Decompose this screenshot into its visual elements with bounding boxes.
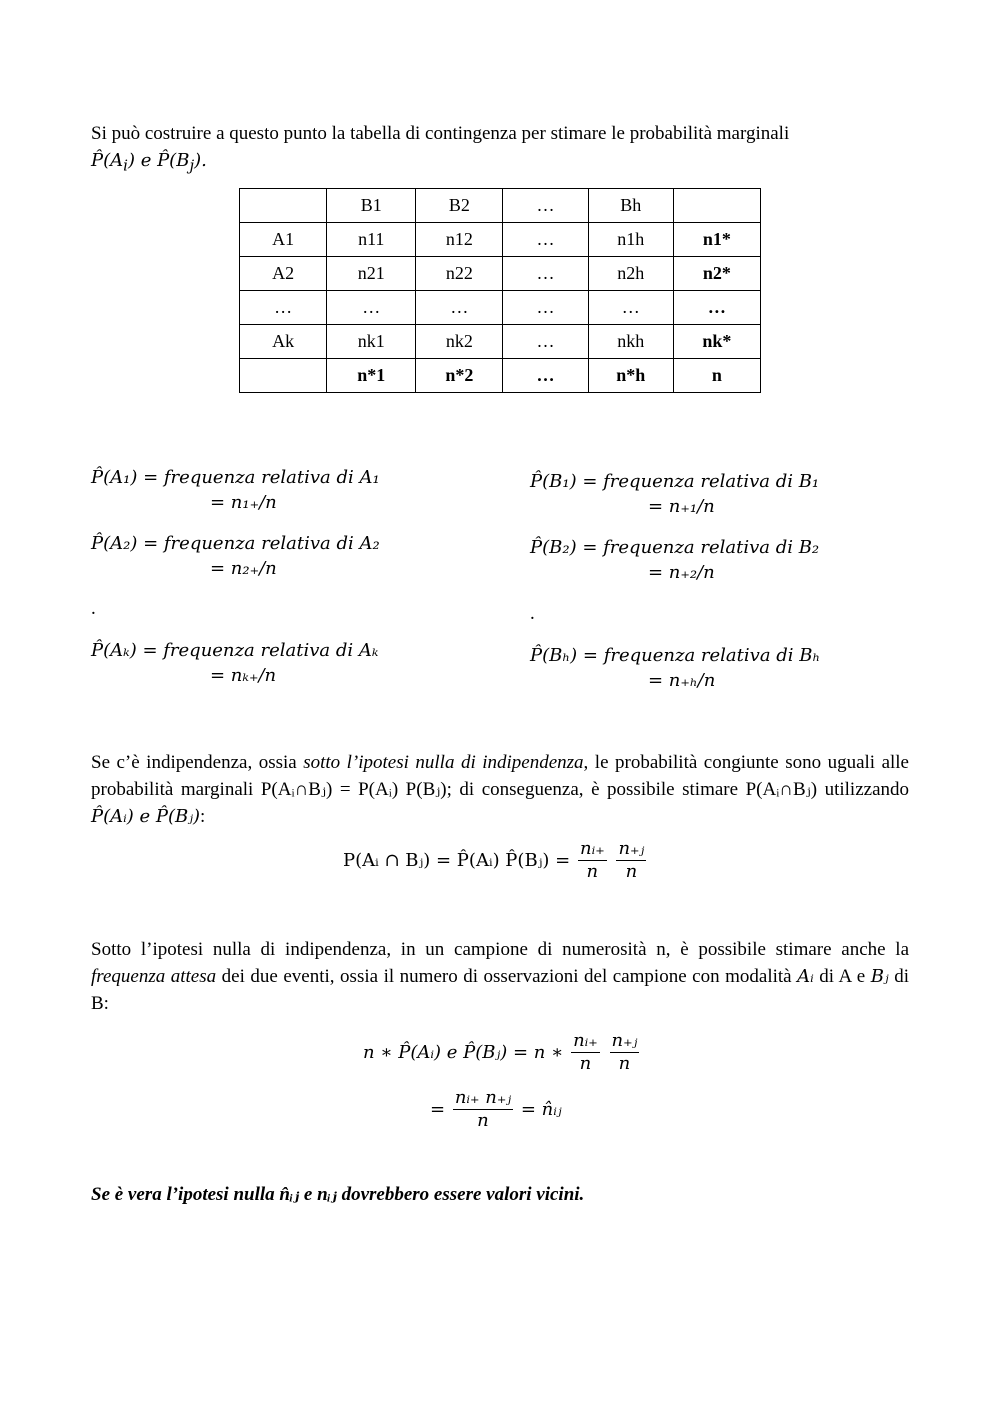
table-row: [240, 291, 761, 325]
expected-text-b: dei due eventi, ossia il numero di osservazioni del campione con modalità: [216, 966, 798, 987]
table-cell: B1: [327, 189, 416, 223]
contingency-table: [239, 188, 761, 393]
table-cell: A2: [240, 257, 327, 291]
intro-pa: P̂(A: [91, 150, 124, 171]
fraction-numerator: nᵢ₊ n₊ⱼ: [454, 1087, 512, 1108]
expected-eq2-rhs: = n̂ᵢⱼ: [520, 1099, 562, 1120]
formula-pb1: P̂(B₁) = frequenza relativa di B₁: [530, 471, 820, 492]
table-cell: n2h: [588, 257, 673, 291]
expected-text: Sotto l’ipotesi nulla di indipendenza, in un campione di numerosità n, è possibile stimare anche la: [91, 939, 909, 960]
table-cell: …: [503, 359, 588, 393]
table-cell: Ak: [240, 325, 327, 359]
ellipsis-dot: .: [91, 598, 96, 619]
table-cell: Bh: [588, 189, 673, 223]
table-cell: n1h: [588, 223, 673, 257]
fraction-denominator: n: [625, 861, 638, 882]
ellipsis-dot: .: [530, 603, 535, 624]
table-row: [240, 257, 761, 291]
table-cell: nk1: [327, 325, 416, 359]
fraction: [578, 838, 607, 883]
table-cell: A1: [240, 223, 327, 257]
formula-pa2-value: = n₂₊/n: [210, 558, 277, 579]
formula-pb2: P̂(B₂) = frequenza relativa di B₂: [530, 537, 820, 558]
formula-pb2-value: = n₊₂/n: [648, 562, 715, 583]
table-cell: …: [327, 291, 416, 325]
expected-eq2-equals: =: [430, 1099, 446, 1120]
table-cell: n2*: [673, 257, 760, 291]
table-cell: …: [503, 291, 588, 325]
table-cell: nk*: [673, 325, 760, 359]
expected-text-c: di A e: [813, 966, 871, 987]
expected-equation-line1: [363, 1030, 641, 1075]
fraction-denominator: n: [618, 1053, 631, 1074]
fraction-denominator: n: [477, 1110, 489, 1131]
fraction-denominator: n: [586, 861, 599, 882]
independence-text-rest: , le probabilità congiunte sono uguali alle probabilità marginali P(Aᵢ∩Bⱼ) = P(Aᵢ) P(Bⱼ); di conseguenza, è possibile stimare P(Aᵢ∩Bⱼ) utilizzando: [91, 752, 909, 800]
table-totals-row: [240, 359, 761, 393]
table-cell: n*h: [588, 359, 673, 393]
table-header-row: [240, 189, 761, 223]
independence-text: Se c’è indipendenza, ossia: [91, 752, 304, 773]
table-cell: n: [673, 359, 760, 393]
formula-pak-value: = nₖ₊/n: [210, 665, 277, 686]
independence-math: P̂(Aᵢ) e P̂(Bⱼ): [91, 806, 201, 827]
table-cell: …: [588, 291, 673, 325]
independence-paragraph: [91, 749, 909, 830]
table-row: [240, 223, 761, 257]
table-cell: …: [503, 189, 588, 223]
intro-end: ).: [194, 150, 207, 171]
fraction-numerator: nᵢ₊: [573, 1030, 598, 1051]
table-cell: …: [503, 325, 588, 359]
joint-probability-equation: [343, 838, 648, 883]
conclusion-statement: Se è vera l’ipotesi nulla n̂ᵢⱼ e nᵢⱼ dovrebbero essere valori vicini.: [91, 1184, 585, 1205]
fraction-numerator: n₊ⱼ: [611, 1030, 638, 1051]
fraction: [616, 838, 646, 883]
table-cell: [240, 359, 327, 393]
fraction: [453, 1087, 513, 1132]
fraction-numerator: nᵢ₊: [579, 838, 605, 859]
expected-equation-line2: [430, 1087, 562, 1132]
table-cell: nkh: [588, 325, 673, 359]
expected-frequency-paragraph: [91, 936, 909, 1017]
expected-text-d: di B:: [91, 966, 909, 1014]
expected-emphasis: frequenza attesa: [91, 966, 217, 987]
table-cell: …: [503, 257, 588, 291]
independence-end: :: [200, 806, 206, 827]
formula-pb1-value: = n₊₁/n: [648, 496, 715, 517]
joint-eq-lhs: P(Aᵢ ∩ Bⱼ) = P̂(Aᵢ) P̂(Bⱼ) =: [343, 850, 576, 871]
fraction-numerator: n₊ⱼ: [618, 838, 645, 859]
formula-pa1: P̂(A₁) = frequenza relativa di A₁: [91, 467, 380, 488]
independence-emphasis: sotto l’ipotesi nulla di indipendenza: [303, 752, 584, 773]
formula-pbh-value: = n₊ₕ/n: [648, 670, 716, 691]
table-cell: [673, 189, 760, 223]
intro-marginal-notation: $P̂(A_i)$ e $P̂(B_j)$.: [91, 150, 207, 175]
table-cell: n11: [327, 223, 416, 257]
table-cell: [240, 189, 327, 223]
table-cell: n*2: [416, 359, 503, 393]
formula-pbh: P̂(Bₕ) = frequenza relativa di Bₕ: [530, 645, 821, 666]
table-cell: n21: [327, 257, 416, 291]
expected-ai: Aᵢ: [797, 966, 814, 987]
table-cell: …: [673, 291, 760, 325]
intro-paragraph: [91, 120, 909, 180]
intro-line1: Si può costruire a questo punto la tabella di contingenza per stimare le probabilità marginali: [91, 123, 790, 144]
table-cell: …: [503, 223, 588, 257]
table-cell: …: [240, 291, 327, 325]
expected-bj: Bⱼ: [870, 966, 889, 987]
table-row: [240, 325, 761, 359]
table-cell: B2: [416, 189, 503, 223]
intro-pb: ) e P̂(B: [127, 150, 190, 171]
formula-pa2: P̂(A₂) = frequenza relativa di A₂: [91, 533, 380, 554]
expected-eq1-lhs: n ∗ P̂(Aᵢ) e P̂(Bⱼ) = n ∗: [363, 1042, 564, 1063]
table-cell: …: [416, 291, 503, 325]
fraction: [571, 1030, 600, 1075]
table-cell: n1*: [673, 223, 760, 257]
formula-pa1-value: = n₁₊/n: [210, 492, 277, 513]
table-cell: n*1: [327, 359, 416, 393]
table-cell: nk2: [416, 325, 503, 359]
fraction: [610, 1030, 640, 1075]
table-cell: n22: [416, 257, 503, 291]
formula-pak: P̂(Aₖ) = frequenza relativa di Aₖ: [91, 640, 379, 661]
table-cell: n12: [416, 223, 503, 257]
fraction-denominator: n: [579, 1053, 592, 1074]
